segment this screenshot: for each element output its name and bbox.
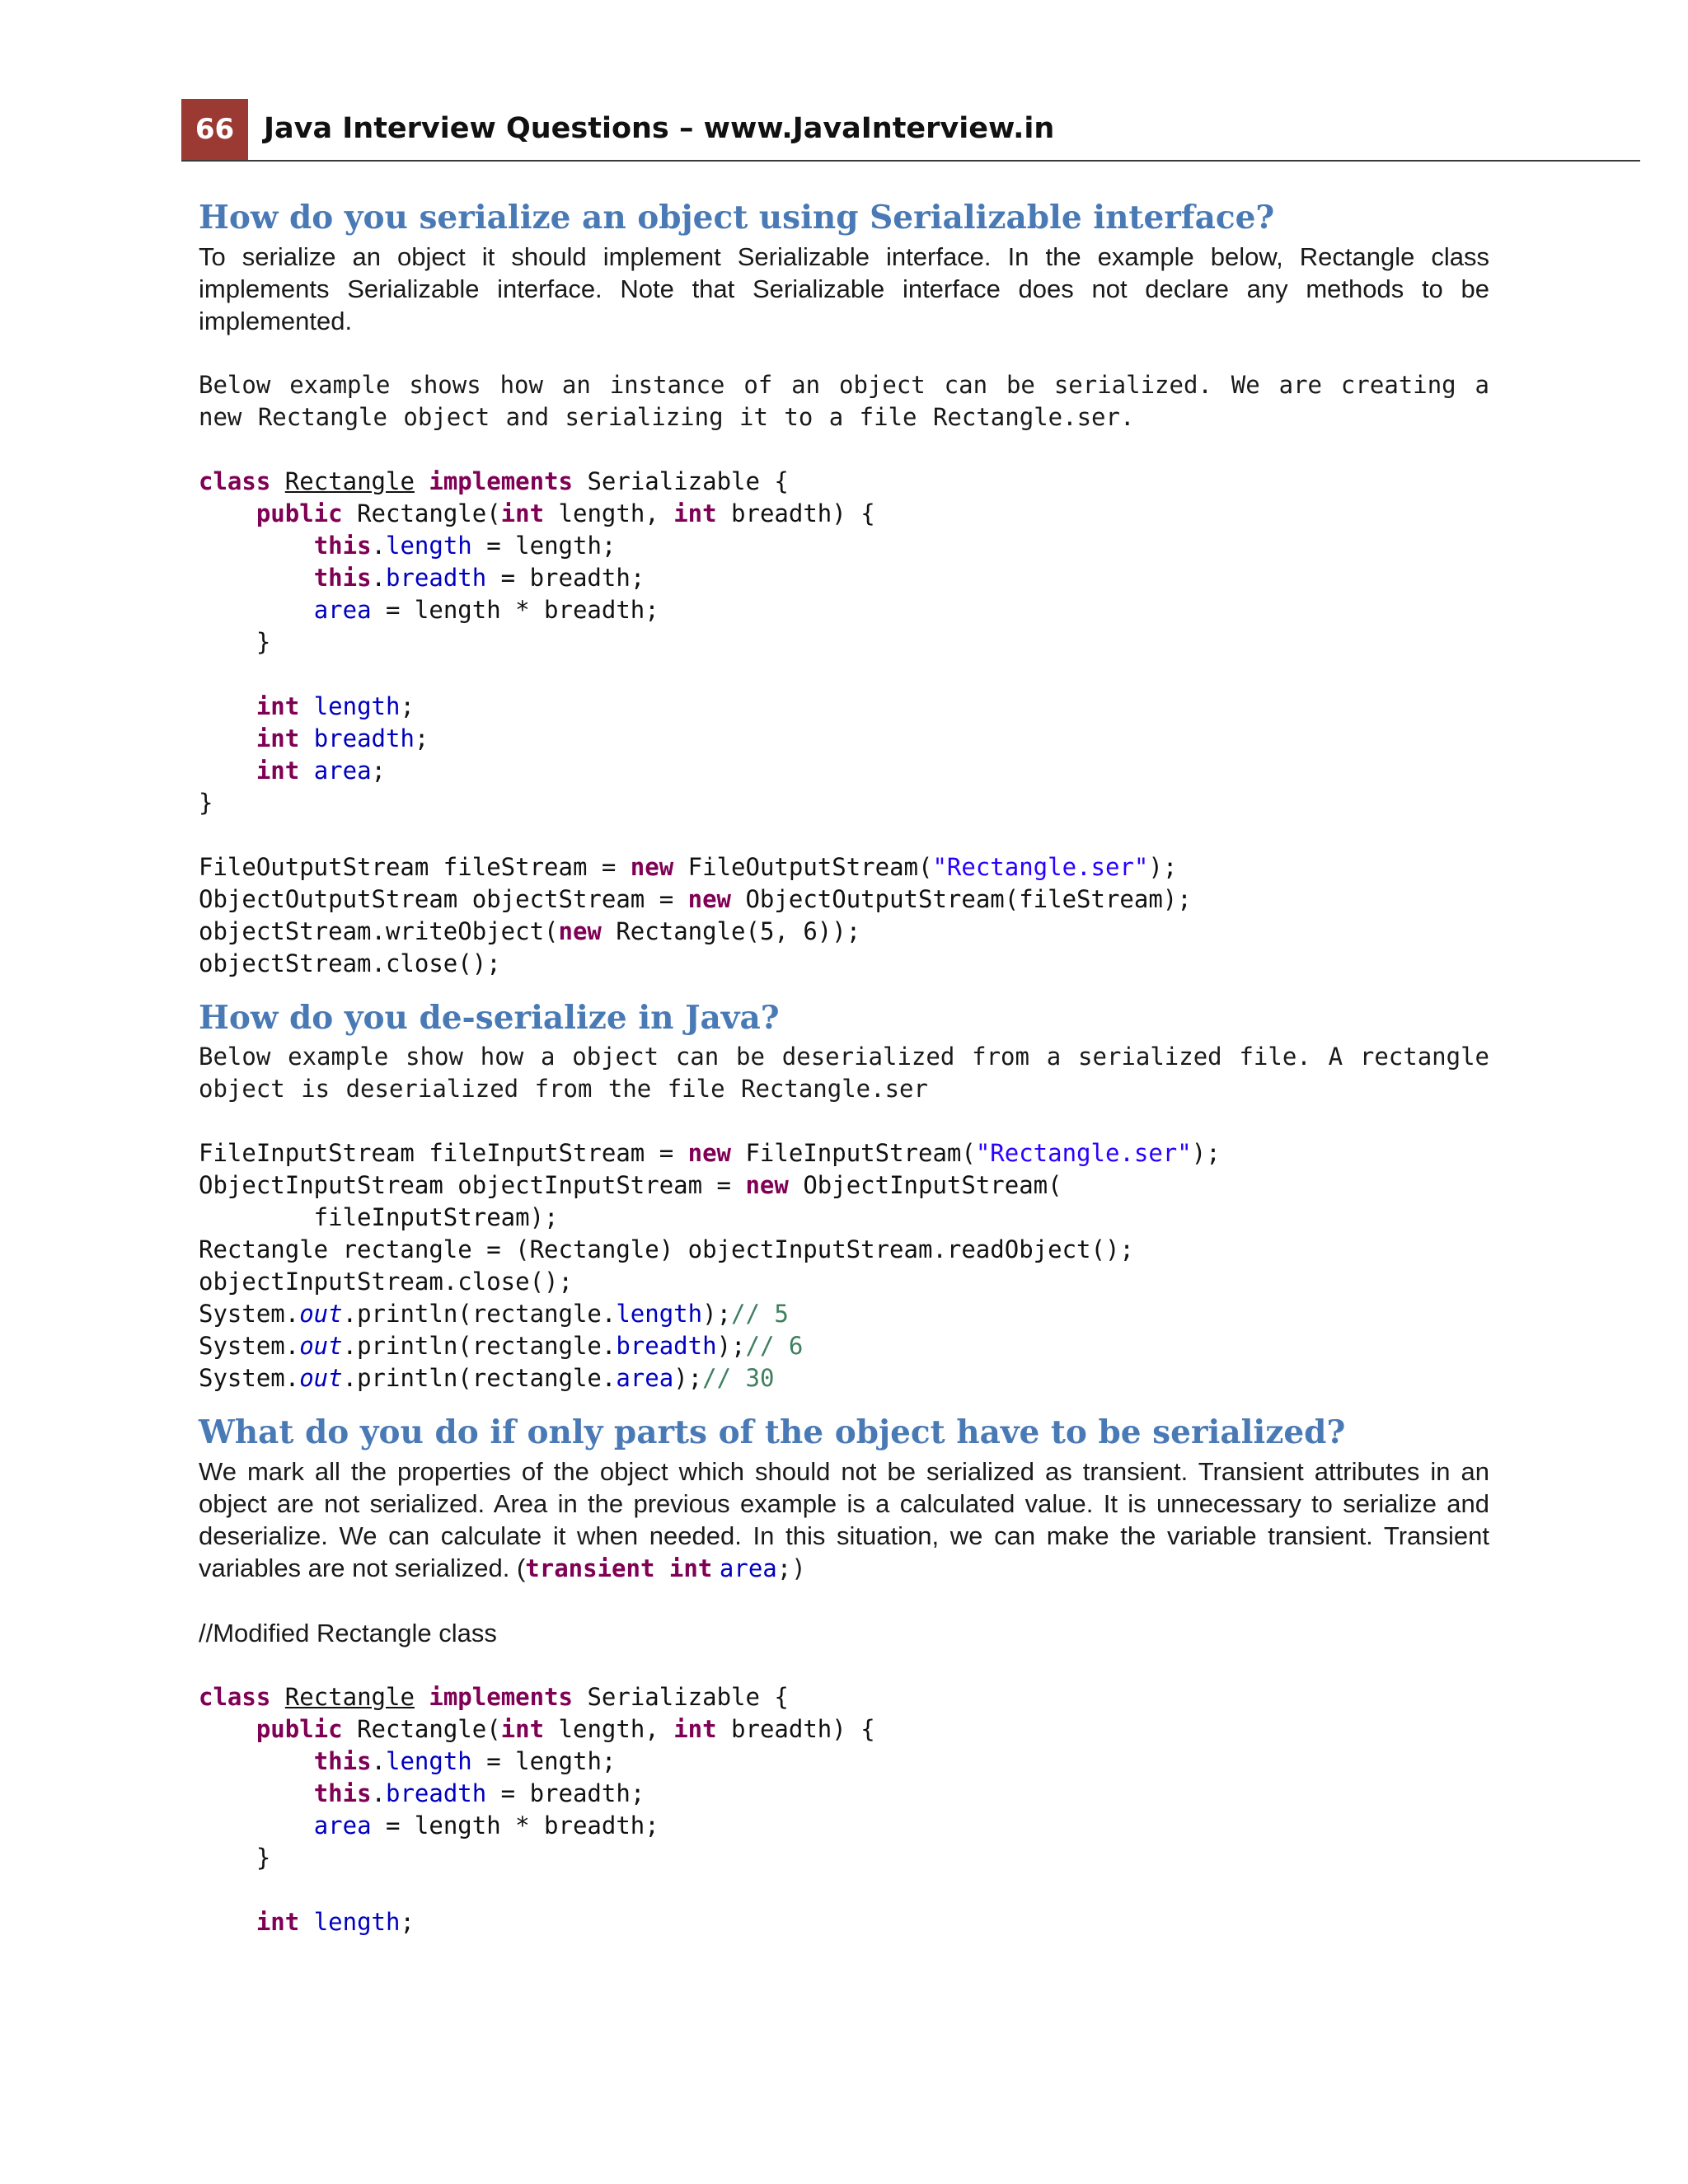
header-title: Java Interview Questions – www.JavaInterview.in bbox=[264, 112, 1055, 145]
page-content bbox=[199, 194, 1489, 1938]
paragraph: Below example shows how an instance of an object can be serialized. We are creating a new Rectangle object and serializing it to a file Rectangle.ser. bbox=[199, 371, 1489, 431]
paragraph: Below example show how a object can be deserialized from a serialized file. A rectangle object is deserialized from the file Rectangle.ser bbox=[199, 1043, 1489, 1103]
code-block-rectangle-class: class Rectangle implements Serializable { public Rectangle(int length, int breadth) { this.length = length; this.breadth = breadth; area = length * breadth; } int length; int breadth; int area; } FileOutputStream fileStream = new FileOutputStream("Rectangle.ser"); ObjectOutputStream objectStream = new ObjectOutputStream(fileStream); objectStream.writeObject(new Rectangle(5, 6)); objectStream.close(); bbox=[199, 467, 1192, 977]
section-heading-serialize: How do you serialize an object using Serializable interface? bbox=[199, 199, 1275, 237]
page-number: 66 bbox=[181, 99, 248, 160]
code-block-deserialize: FileInputStream fileInputStream = new FileInputStream("Rectangle.ser"); ObjectInputStream objectInputStream = new ObjectInputStream( fileInputStream); Rectangle rectangle = (Rectangle) objectInputStream.readObject(); objectInputStream.close(); System.out.println(rectangle.length);// 5 System.out.println(rectangle.breadth);// 6 System.out.println(rectangle.area);// 30 bbox=[199, 1139, 1221, 1392]
section-heading-deserialize: How do you de-serialize in Java? bbox=[199, 999, 780, 1037]
section-heading-partial-serialize: What do you do if only parts of the object have to be serialized? bbox=[199, 1413, 1346, 1451]
page-header bbox=[181, 99, 1640, 162]
paragraph: To serialize an object it should implement Serializable interface. In the example below, Rectangle class implements Serializable interface. Note that Serializable interface does not declare any methods to be implemented. bbox=[199, 242, 1489, 335]
code-block-modified-rectangle: class Rectangle implements Serializable { public Rectangle(int length, int breadth) { this.length = length; this.breadth = breadth; area = length * breadth; } int length; bbox=[199, 1683, 875, 1936]
paragraph: We mark all the properties of the object which should not be serialized as transient. Transient attributes in an object are not serialized. Area in the previous example is a calculated value. It is unnecessary to serialize and deserialize. We can calculate it when needed. In this situation, we can make the variable transient. Transient variables are not serialized. (transient int area;) bbox=[199, 1457, 1489, 1582]
comment-line: //Modified Rectangle class bbox=[199, 1619, 497, 1647]
